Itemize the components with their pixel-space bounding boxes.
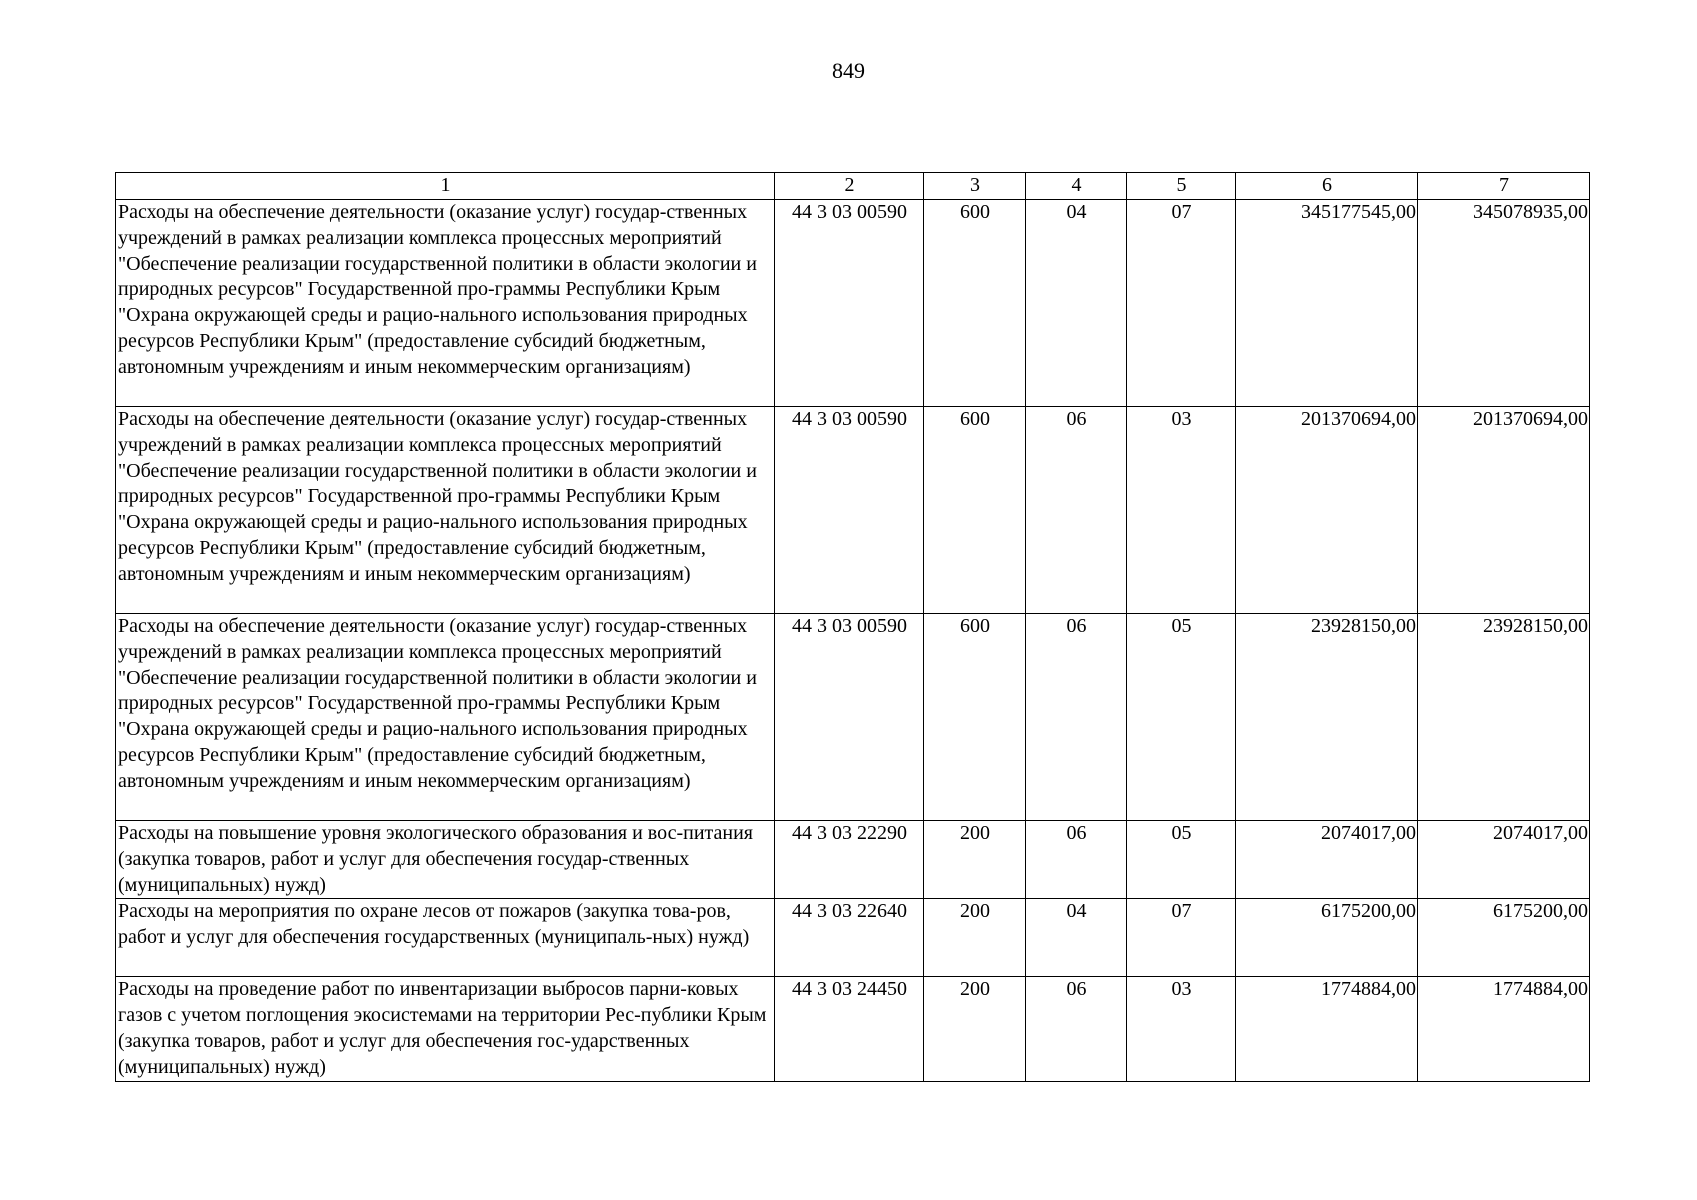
table-row <box>116 200 1590 407</box>
table-row <box>116 614 1590 821</box>
target-article-code-cell: 44 3 03 00590 <box>775 407 924 614</box>
amount-col7-cell: 1774884,00 <box>1418 977 1590 1081</box>
expense-name-cell: Расходы на проведение работ по инвентаризации выбросов парни-ковых газов с учетом поглощения экосистемами на территории Рес-публики Крым (закупка товаров, работ и услуг для обеспечения гос-ударственных (муниципальных) нужд) <box>116 977 775 1081</box>
amount-col6-cell: 6175200,00 <box>1236 899 1418 977</box>
expense-type-code-cell: 200 <box>924 977 1026 1081</box>
expense-name-cell: Расходы на обеспечение деятельности (оказание услуг) государ-ственных учреждений в рамках реализации комплекса процессных мероприятий "Обеспечение реализации государственной политики в области экологии и природных ресурсов" Государственной про-граммы Республики Крым "Охрана окружающей среды и рацио-нального использования природных ресурсов Республики Крым" (предоставление субсидий бюджетным, автономным учреждениям и иным некоммерческим организациям) <box>116 407 775 614</box>
expense-name-cell: Расходы на обеспечение деятельности (оказание услуг) государ-ственных учреждений в рамках реализации комплекса процессных мероприятий "Обеспечение реализации государственной политики в области экологии и природных ресурсов" Государственной про-граммы Республики Крым "Охрана окружающей среды и рацио-нального использования природных ресурсов Республики Крым" (предоставление субсидий бюджетным, автономным учреждениям и иным некоммерческим организациям) <box>116 614 775 821</box>
section-code-cell: 04 <box>1026 899 1127 977</box>
expense-type-code-cell: 200 <box>924 899 1026 977</box>
page-number: 849 <box>832 58 865 83</box>
subsection-code-cell: 05 <box>1127 821 1236 899</box>
table-header-row <box>116 173 1590 200</box>
amount-col7-cell: 201370694,00 <box>1418 407 1590 614</box>
expense-name-cell: Расходы на повышение уровня экологического образования и вос-питания (закупка товаров, работ и услуг для обеспечения государ-ственных (муниципальных) нужд) <box>116 821 775 899</box>
expense-name-cell: Расходы на мероприятия по охране лесов от пожаров (закупка това-ров, работ и услуг для обеспечения государственных (муниципаль-ных) нужд) <box>116 899 775 977</box>
amount-col6-cell: 201370694,00 <box>1236 407 1418 614</box>
section-code-cell: 06 <box>1026 977 1127 1081</box>
table-row <box>116 821 1590 899</box>
expense-type-code-cell: 200 <box>924 821 1026 899</box>
column-header: 7 <box>1418 173 1590 200</box>
target-article-code-cell: 44 3 03 00590 <box>775 614 924 821</box>
subsection-code-cell: 07 <box>1127 899 1236 977</box>
subsection-code-cell: 05 <box>1127 614 1236 821</box>
target-article-code-cell: 44 3 03 22640 <box>775 899 924 977</box>
column-header: 5 <box>1127 173 1236 200</box>
expense-name-cell: Расходы на обеспечение деятельности (оказание услуг) государ-ственных учреждений в рамках реализации комплекса процессных мероприятий "Обеспечение реализации государственной политики в области экологии и природных ресурсов" Государственной про-граммы Республики Крым "Охрана окружающей среды и рацио-нального использования природных ресурсов Республики Крым" (предоставление субсидий бюджетным, автономным учреждениям и иным некоммерческим организациям) <box>116 200 775 407</box>
section-code-cell: 06 <box>1026 614 1127 821</box>
table-row <box>116 977 1590 1081</box>
column-header: 2 <box>775 173 924 200</box>
budget-table <box>115 172 1590 1082</box>
amount-col7-cell: 6175200,00 <box>1418 899 1590 977</box>
expense-type-code-cell: 600 <box>924 407 1026 614</box>
amount-col6-cell: 1774884,00 <box>1236 977 1418 1081</box>
column-header: 1 <box>116 173 775 200</box>
amount-col7-cell: 345078935,00 <box>1418 200 1590 407</box>
amount-col6-cell: 2074017,00 <box>1236 821 1418 899</box>
subsection-code-cell: 03 <box>1127 977 1236 1081</box>
subsection-code-cell: 03 <box>1127 407 1236 614</box>
amount-col7-cell: 2074017,00 <box>1418 821 1590 899</box>
amount-col6-cell: 345177545,00 <box>1236 200 1418 407</box>
section-code-cell: 06 <box>1026 821 1127 899</box>
subsection-code-cell: 07 <box>1127 200 1236 407</box>
amount-col7-cell: 23928150,00 <box>1418 614 1590 821</box>
column-header: 4 <box>1026 173 1127 200</box>
column-header: 3 <box>924 173 1026 200</box>
expense-type-code-cell: 600 <box>924 614 1026 821</box>
table-row <box>116 899 1590 977</box>
target-article-code-cell: 44 3 03 00590 <box>775 200 924 407</box>
target-article-code-cell: 44 3 03 24450 <box>775 977 924 1081</box>
column-header: 6 <box>1236 173 1418 200</box>
amount-col6-cell: 23928150,00 <box>1236 614 1418 821</box>
table-row <box>116 407 1590 614</box>
expense-type-code-cell: 600 <box>924 200 1026 407</box>
section-code-cell: 06 <box>1026 407 1127 614</box>
section-code-cell: 04 <box>1026 200 1127 407</box>
target-article-code-cell: 44 3 03 22290 <box>775 821 924 899</box>
